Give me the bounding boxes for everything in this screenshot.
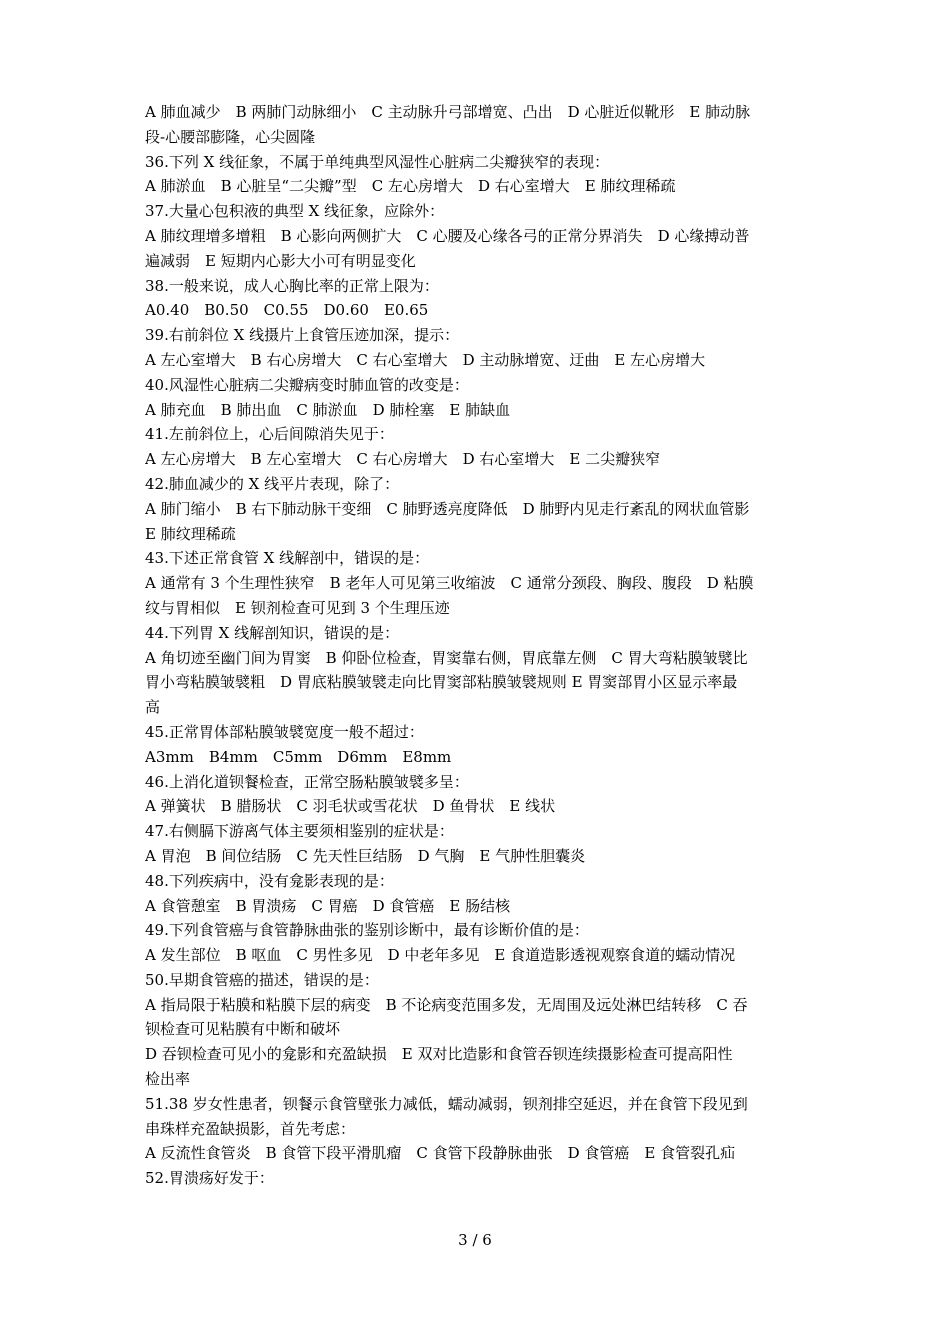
- text-line: 串珠样充盈缺损影，首先考虑：: [145, 1119, 356, 1138]
- text-line: A 食管憩室 B 胃溃疡 C 胃癌 D 食管癌 E 肠结核: [145, 896, 511, 915]
- text-line: 36.下列 X 线征象，不属于单纯典型风湿性心脏病二尖瓣狭窄的表现：: [145, 152, 610, 171]
- text-line: 50.早期食管癌的描述，错误的是：: [145, 970, 379, 989]
- text-line: A 胃泡 B 间位结肠 C 先天性巨结肠 D 气胸 E 气肿性胆囊炎: [145, 846, 586, 865]
- text-line: 检出率: [145, 1070, 191, 1089]
- text-line: 44.下列胃 X 线解剖知识，错误的是：: [145, 623, 400, 642]
- text-line: A 肺血减少 B 两肺门动脉细小 C 主动脉升弓部增宽、凸出 D 心脏近似靴形 E 肺动脉: [145, 103, 751, 121]
- text-line: A 左心室增大 B 右心房增大 C 右心室增大 D 主动脉增宽、迂曲 E 左心房增大: [145, 350, 706, 369]
- text-line: A 通常有 3 个生理性狭窄 B 老年人可见第三收缩波 C 通常分颈段、胸段、腹段 D 粘膜: [145, 574, 754, 593]
- text-line: A 肺门缩小 B 右下肺动脉干变细 C 肺野透亮度降低 D 肺野内见走行紊乱的网状血管影: [145, 499, 750, 518]
- text-line: A 角切迹至幽门间为胃窦 B 仰卧位检查，胃窦靠右侧，胃底靠左侧 C 胃大弯粘膜皱襞比: [145, 648, 748, 667]
- text-line: A 反流性食管炎 B 食管下段平滑肌瘤 C 食管下段静脉曲张 D 食管癌 E 食管裂孔疝: [145, 1144, 736, 1163]
- text-line: 段-心腰部膨隆，心尖圆隆: [145, 127, 316, 146]
- text-line: 胃小弯粘膜皱襞粗 D 胃底粘膜皱襞走向比胃窦部粘膜皱襞规则 E 胃窦部胃小区显示率最: [145, 673, 738, 692]
- text-line: A 弹簧状 B 腊肠状 C 羽毛状或雪花状 D 鱼骨状 E 线状: [145, 797, 556, 816]
- text-line: 钡检查可见粘膜有中断和破坏: [145, 1020, 341, 1039]
- text-line: 46.上消化道钡餐检查，正常空肠粘膜皱襞多呈：: [145, 772, 469, 791]
- text-line: E 肺纹理稀疏: [145, 524, 236, 543]
- page-number: 3 / 6: [458, 1231, 492, 1249]
- text-line: 51.38 岁女性患者，钡餐示食管壁张力减低，蠕动减弱，钡剂排空延迟，并在食管下段见到: [145, 1094, 748, 1113]
- text-line: A 左心房增大 B 左心室增大 C 右心房增大 D 右心室增大 E 二尖瓣狭窄: [145, 450, 661, 469]
- text-line: 40.风湿性心脏病二尖瓣病变时肺血管的改变是：: [145, 375, 469, 394]
- text-line: 47.右侧膈下游离气体主要须相鉴别的症状是：: [145, 822, 454, 841]
- text-line: 48.下列疾病中，没有龛影表现的是：: [145, 871, 394, 890]
- text-line: A 肺淤血 B 心脏呈“二尖瓣”型 C 左心房增大 D 右心室增大 E 肺纹理稀疏: [145, 177, 676, 196]
- text-line: 纹与胃相似 E 钡剂检查可见到 3 个生理压迹: [145, 598, 450, 617]
- text-line: 52.胃溃疡好发于：: [145, 1169, 274, 1188]
- text-line: A 发生部位 B 呕血 C 男性多见 D 中老年多见 E 食道造影透视观察食道的蠕动情况: [145, 946, 736, 965]
- text-line: 高: [145, 698, 161, 717]
- text-line: 39.右前斜位 X 线摄片上食管压迹加深，提示：: [145, 326, 460, 345]
- text-line: D 吞钡检查可见小的龛影和充盈缺损 E 双对比造影和食管吞钡连续摄影检查可提高阳性: [145, 1045, 733, 1064]
- text-line: 49.下列食管癌与食管静脉曲张的鉴别诊断中，最有诊断价值的是：: [145, 921, 589, 940]
- text-line: 41.左前斜位上，心后间隙消失见于：: [145, 425, 394, 444]
- text-line: A 肺纹理增多增粗 B 心影向两侧扩大 C 心腰及心缘各弓的正常分界消失 D 心缘搏动普: [145, 226, 750, 245]
- text-line: 遍减弱 E 短期内心影大小可有明显变化: [145, 251, 416, 270]
- text-line: 45.正常胃体部粘膜皱襞宽度一般不超过：: [145, 722, 424, 741]
- text-line: 37.大量心包积液的典型 X 线征象，应除外：: [145, 202, 445, 221]
- text-line: A 肺充血 B 肺出血 C 肺淤血 D 肺栓塞 E 肺缺血: [145, 400, 511, 419]
- text-line: A0.40 B0.50 C0.55 D0.60 E0.65: [145, 301, 429, 320]
- text-line: 42.肺血减少的 X 线平片表现，除了：: [145, 474, 400, 493]
- document-body: [145, 100, 813, 1191]
- text-line: A 指局限于粘膜和粘膜下层的病变 B 不论病变范围多发，无周围及远处淋巴结转移 C 吞: [145, 995, 748, 1014]
- text-line: 43.下述正常食管 X 线解剖中，错误的是：: [145, 549, 430, 568]
- text-line: A3mm B4mm C5mm D6mm E8mm: [145, 747, 452, 766]
- text-line: 38.一般来说，成人心胸比率的正常上限为：: [145, 276, 439, 295]
